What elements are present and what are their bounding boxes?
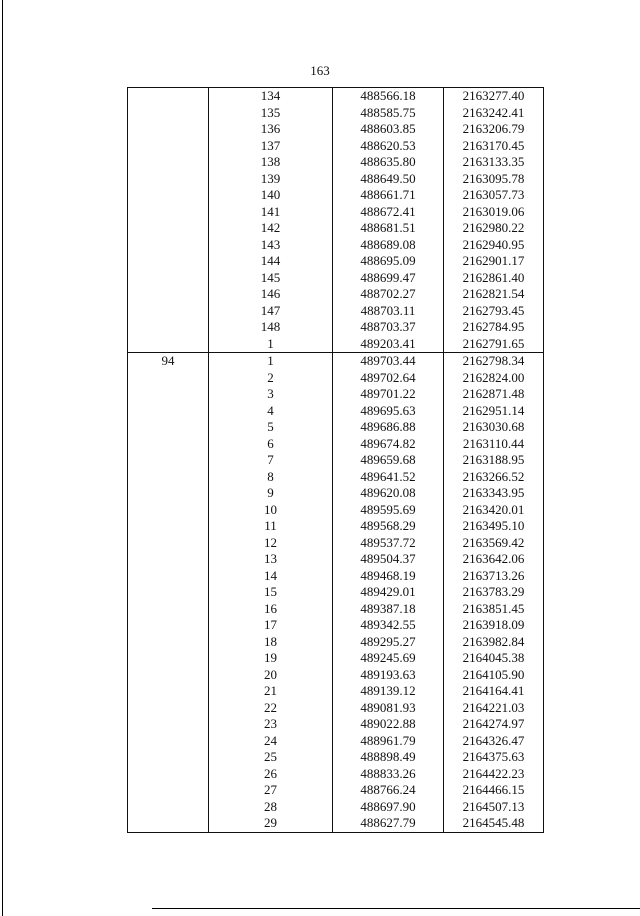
table-row [128, 386, 544, 403]
y-coordinate-cell: 2163188.95 [444, 452, 544, 469]
x-coordinate-cell: 489342.55 [333, 617, 444, 634]
x-coordinate-cell: 488681.51 [333, 220, 444, 237]
group-cell [128, 154, 209, 171]
x-coordinate-cell: 489686.88 [333, 419, 444, 436]
table-row [128, 286, 544, 303]
table-row [128, 535, 544, 552]
group-cell [128, 700, 209, 717]
point-cell: 7 [209, 452, 333, 469]
x-coordinate-cell: 488961.79 [333, 733, 444, 750]
x-coordinate-cell: 488703.11 [333, 303, 444, 320]
page-number: 163 [310, 63, 330, 78]
y-coordinate-cell: 2162871.48 [444, 386, 544, 403]
table-row [128, 469, 544, 486]
group-cell [128, 749, 209, 766]
y-coordinate-cell: 2162940.95 [444, 237, 544, 254]
point-cell: 27 [209, 782, 333, 799]
y-coordinate-cell: 2164045.38 [444, 650, 544, 667]
x-coordinate-cell: 489429.01 [333, 584, 444, 601]
table-row [128, 253, 544, 270]
table-row [128, 799, 544, 816]
y-coordinate-cell: 2163569.42 [444, 535, 544, 552]
table-row [128, 749, 544, 766]
table-row [128, 171, 544, 188]
table-row [128, 187, 544, 204]
point-cell: 12 [209, 535, 333, 552]
y-coordinate-cell: 2164164.41 [444, 683, 544, 700]
point-cell: 5 [209, 419, 333, 436]
x-coordinate-cell: 488649.50 [333, 171, 444, 188]
point-cell: 135 [209, 105, 333, 122]
y-coordinate-cell: 2162784.95 [444, 319, 544, 336]
group-cell [128, 370, 209, 387]
x-coordinate-cell: 488702.27 [333, 286, 444, 303]
group-cell [128, 716, 209, 733]
group-cell [128, 270, 209, 287]
table-row [128, 121, 544, 138]
point-cell: 18 [209, 634, 333, 651]
group-cell [128, 88, 209, 105]
table-row [128, 303, 544, 320]
group-cell [128, 452, 209, 469]
point-cell: 16 [209, 601, 333, 618]
point-cell: 25 [209, 749, 333, 766]
x-coordinate-cell: 489701.22 [333, 386, 444, 403]
y-coordinate-cell: 2162793.45 [444, 303, 544, 320]
point-cell: 8 [209, 469, 333, 486]
point-cell: 144 [209, 253, 333, 270]
x-coordinate-cell: 488603.85 [333, 121, 444, 138]
table-row [128, 782, 544, 799]
y-coordinate-cell: 2164221.03 [444, 700, 544, 717]
point-cell: 1 [209, 336, 333, 353]
table-row [128, 436, 544, 453]
group-cell [128, 683, 209, 700]
point-cell: 136 [209, 121, 333, 138]
table-row [128, 353, 544, 370]
group-cell [128, 782, 209, 799]
point-cell: 9 [209, 485, 333, 502]
group-cell [128, 171, 209, 188]
group-cell [128, 286, 209, 303]
y-coordinate-cell: 2164466.15 [444, 782, 544, 799]
y-coordinate-cell: 2163713.26 [444, 568, 544, 585]
table-row [128, 204, 544, 221]
group-cell [128, 121, 209, 138]
y-coordinate-cell: 2163170.45 [444, 138, 544, 155]
point-cell: 137 [209, 138, 333, 155]
point-cell: 29 [209, 815, 333, 832]
x-coordinate-cell: 489674.82 [333, 436, 444, 453]
point-cell: 19 [209, 650, 333, 667]
y-coordinate-cell: 2163019.06 [444, 204, 544, 221]
point-cell: 26 [209, 766, 333, 783]
table-row [128, 551, 544, 568]
table-row [128, 733, 544, 750]
x-coordinate-cell: 488697.90 [333, 799, 444, 816]
x-coordinate-cell: 489468.19 [333, 568, 444, 585]
x-coordinate-cell: 489568.29 [333, 518, 444, 535]
y-coordinate-cell: 2162821.54 [444, 286, 544, 303]
table-row [128, 138, 544, 155]
x-coordinate-cell: 489595.69 [333, 502, 444, 519]
group-cell [128, 469, 209, 486]
y-coordinate-cell: 2162861.40 [444, 270, 544, 287]
y-coordinate-cell: 2164422.23 [444, 766, 544, 783]
y-coordinate-cell: 2164326.47 [444, 733, 544, 750]
group-cell [128, 799, 209, 816]
point-cell: 22 [209, 700, 333, 717]
y-coordinate-cell: 2163206.79 [444, 121, 544, 138]
y-coordinate-cell: 2163343.95 [444, 485, 544, 502]
y-coordinate-cell: 2163095.78 [444, 171, 544, 188]
point-cell: 14 [209, 568, 333, 585]
x-coordinate-cell: 489022.88 [333, 716, 444, 733]
point-cell: 11 [209, 518, 333, 535]
group-cell [128, 584, 209, 601]
point-cell: 145 [209, 270, 333, 287]
table-row [128, 634, 544, 651]
point-cell: 17 [209, 617, 333, 634]
point-cell: 2 [209, 370, 333, 387]
y-coordinate-cell: 2162798.34 [444, 353, 544, 370]
table-row [128, 716, 544, 733]
table-row [128, 650, 544, 667]
x-coordinate-cell: 488699.47 [333, 270, 444, 287]
table-row [128, 667, 544, 684]
group-cell [128, 551, 209, 568]
group-cell [128, 568, 209, 585]
group-cell [128, 815, 209, 832]
table-row [128, 237, 544, 254]
table-row [128, 683, 544, 700]
x-coordinate-cell: 488833.26 [333, 766, 444, 783]
point-cell: 21 [209, 683, 333, 700]
y-coordinate-cell: 2163110.44 [444, 436, 544, 453]
x-coordinate-cell: 489695.63 [333, 403, 444, 420]
y-coordinate-cell: 2164274.97 [444, 716, 544, 733]
y-coordinate-cell: 2163851.45 [444, 601, 544, 618]
y-coordinate-cell: 2162791.65 [444, 336, 544, 353]
point-cell: 4 [209, 403, 333, 420]
table-row [128, 815, 544, 832]
x-coordinate-cell: 489702.64 [333, 370, 444, 387]
x-coordinate-cell: 489504.37 [333, 551, 444, 568]
group-cell [128, 518, 209, 535]
table-row [128, 88, 544, 105]
x-coordinate-cell: 489659.68 [333, 452, 444, 469]
x-coordinate-cell: 488627.79 [333, 815, 444, 832]
table-row [128, 502, 544, 519]
x-coordinate-cell: 489537.72 [333, 535, 444, 552]
y-coordinate-cell: 2164375.63 [444, 749, 544, 766]
table-row [128, 370, 544, 387]
group-cell [128, 319, 209, 336]
group-cell [128, 535, 209, 552]
y-coordinate-cell: 2163495.10 [444, 518, 544, 535]
x-coordinate-cell: 488661.71 [333, 187, 444, 204]
y-coordinate-cell: 2163982.84 [444, 634, 544, 651]
x-coordinate-cell: 488898.49 [333, 749, 444, 766]
coordinates-table-body [128, 88, 544, 833]
y-coordinate-cell: 2163057.73 [444, 187, 544, 204]
group-cell [128, 419, 209, 436]
point-cell: 13 [209, 551, 333, 568]
group-cell [128, 220, 209, 237]
group-cell [128, 617, 209, 634]
point-cell: 24 [209, 733, 333, 750]
x-coordinate-cell: 488566.18 [333, 88, 444, 105]
table-row [128, 105, 544, 122]
table-row [128, 518, 544, 535]
y-coordinate-cell: 2163133.35 [444, 154, 544, 171]
y-coordinate-cell: 2164545.48 [444, 815, 544, 832]
point-cell: 10 [209, 502, 333, 519]
table-row [128, 617, 544, 634]
y-coordinate-cell: 2163030.68 [444, 419, 544, 436]
page-left-edge [2, 0, 3, 916]
table-row [128, 452, 544, 469]
x-coordinate-cell: 488689.08 [333, 237, 444, 254]
group-cell [128, 766, 209, 783]
table-row [128, 270, 544, 287]
y-coordinate-cell: 2162824.00 [444, 370, 544, 387]
group-cell [128, 187, 209, 204]
y-coordinate-cell: 2163420.01 [444, 502, 544, 519]
x-coordinate-cell: 489139.12 [333, 683, 444, 700]
point-cell: 138 [209, 154, 333, 171]
point-cell: 142 [209, 220, 333, 237]
table-row [128, 403, 544, 420]
group-cell [128, 253, 209, 270]
y-coordinate-cell: 2163918.09 [444, 617, 544, 634]
point-cell: 139 [209, 171, 333, 188]
group-cell [128, 733, 209, 750]
table-row [128, 154, 544, 171]
group-cell [128, 336, 209, 353]
x-coordinate-cell: 489081.93 [333, 700, 444, 717]
table-row [128, 319, 544, 336]
x-coordinate-cell: 489620.08 [333, 485, 444, 502]
point-cell: 148 [209, 319, 333, 336]
group-cell [128, 634, 209, 651]
y-coordinate-cell: 2164507.13 [444, 799, 544, 816]
group-cell [128, 204, 209, 221]
table-row [128, 220, 544, 237]
point-cell: 23 [209, 716, 333, 733]
x-coordinate-cell: 489703.44 [333, 353, 444, 370]
x-coordinate-cell: 489641.52 [333, 469, 444, 486]
table-row [128, 766, 544, 783]
group-cell [128, 601, 209, 618]
table-row [128, 700, 544, 717]
point-cell: 141 [209, 204, 333, 221]
y-coordinate-cell: 2162980.22 [444, 220, 544, 237]
y-coordinate-cell: 2163277.40 [444, 88, 544, 105]
x-coordinate-cell: 488766.24 [333, 782, 444, 799]
table-row [128, 336, 544, 353]
table-row [128, 601, 544, 618]
y-coordinate-cell: 2163266.52 [444, 469, 544, 486]
point-cell: 20 [209, 667, 333, 684]
point-cell: 3 [209, 386, 333, 403]
point-cell: 147 [209, 303, 333, 320]
x-coordinate-cell: 488585.75 [333, 105, 444, 122]
point-cell: 28 [209, 799, 333, 816]
point-cell: 15 [209, 584, 333, 601]
x-coordinate-cell: 488703.37 [333, 319, 444, 336]
group-cell [128, 667, 209, 684]
x-coordinate-cell: 489387.18 [333, 601, 444, 618]
point-cell: 6 [209, 436, 333, 453]
group-cell [128, 237, 209, 254]
y-coordinate-cell: 2163642.06 [444, 551, 544, 568]
point-cell: 1 [209, 353, 333, 370]
y-coordinate-cell: 2162901.17 [444, 253, 544, 270]
table-row [128, 568, 544, 585]
table-row [128, 584, 544, 601]
table-row [128, 485, 544, 502]
bottom-rule [152, 908, 640, 909]
point-cell: 134 [209, 88, 333, 105]
point-cell: 140 [209, 187, 333, 204]
x-coordinate-cell: 489193.63 [333, 667, 444, 684]
y-coordinate-cell: 2162951.14 [444, 403, 544, 420]
group-cell [128, 650, 209, 667]
table-row [128, 419, 544, 436]
group-cell [128, 303, 209, 320]
group-cell [128, 403, 209, 420]
coordinates-table [127, 87, 539, 833]
x-coordinate-cell: 489245.69 [333, 650, 444, 667]
y-coordinate-cell: 2163242.41 [444, 105, 544, 122]
y-coordinate-cell: 2163783.29 [444, 584, 544, 601]
group-cell [128, 502, 209, 519]
group-cell [128, 138, 209, 155]
x-coordinate-cell: 488695.09 [333, 253, 444, 270]
group-cell: 94 [128, 353, 209, 370]
group-cell [128, 436, 209, 453]
group-cell [128, 485, 209, 502]
y-coordinate-cell: 2164105.90 [444, 667, 544, 684]
x-coordinate-cell: 488635.80 [333, 154, 444, 171]
x-coordinate-cell: 489295.27 [333, 634, 444, 651]
x-coordinate-cell: 488672.41 [333, 204, 444, 221]
group-cell [128, 386, 209, 403]
x-coordinate-cell: 488620.53 [333, 138, 444, 155]
point-cell: 146 [209, 286, 333, 303]
x-coordinate-cell: 489203.41 [333, 336, 444, 353]
point-cell: 143 [209, 237, 333, 254]
group-cell [128, 105, 209, 122]
